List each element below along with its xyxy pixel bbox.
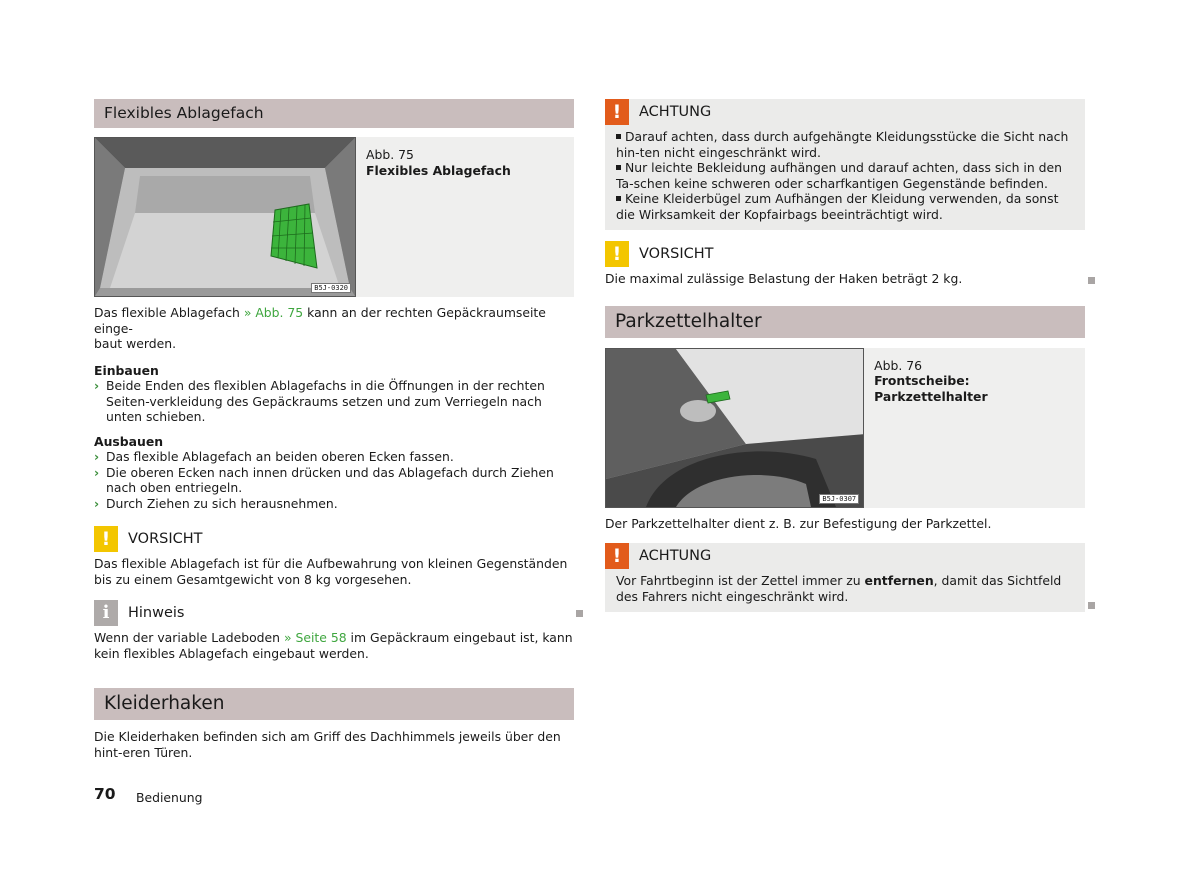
achtung-2-text: Vor Fahrtbeginn ist der Zettel immer zu entfernen, damit das Sichtfeld des Fahrers nicht eingeschränkt wird. [616, 573, 1062, 604]
figure-76-image [605, 348, 864, 508]
footer-section: Bedienung [136, 790, 203, 805]
figure-75-number: Abb. 75 [366, 147, 414, 162]
figure-75-link[interactable]: » Abb. 75 [243, 305, 304, 320]
square-bullet-icon [616, 165, 621, 170]
achtung-2-heading [605, 543, 1085, 569]
list-item: › Die oberen Ecken nach innen drücken und das Ablagefach durch Ziehen nach oben entriegeln. [94, 464, 554, 495]
section-heading-kleiderhaken: Kleiderhaken [94, 688, 574, 720]
chevron-right-icon: › [94, 378, 100, 393]
caution-icon: ! [605, 241, 629, 267]
vorsicht-text: Das flexible Ablagefach ist für die Aufbewahrung von kleinen Gegenständen bis zu einem Gesamtgewicht von 8 kg vorgesehen. [94, 556, 568, 587]
vorsicht-heading [94, 526, 574, 552]
end-marker [1088, 277, 1095, 284]
caution-icon: ! [94, 526, 118, 552]
figure-75-image [94, 137, 356, 297]
info-icon: i [94, 600, 118, 626]
figure-76 [605, 348, 1085, 508]
vorsicht-2-text: Die maximal zulässige Belastung der Haken beträgt 2 kg. [605, 271, 963, 286]
figure-76-number: Abb. 76 [874, 357, 922, 373]
ausbauen-heading: Ausbauen [94, 433, 164, 449]
kleiderhaken-text: Die Kleiderhaken befinden sich am Griff des Dachhimmels jeweils über den hint-eren Türen. [94, 729, 561, 760]
warning-icon: ! [605, 543, 629, 569]
left-column [94, 99, 574, 760]
list-item: › Beide Enden des flexiblen Ablagefachs in die Öffnungen in der rechten Seiten-verkleidung des Gepäckraums setzen und zum Verriegeln nach unten schieben. [94, 378, 545, 424]
vorsicht-label: VORSICHT [128, 531, 203, 547]
square-bullet-icon [616, 196, 621, 201]
hinweis-heading [94, 600, 574, 626]
figure-75-title: Flexibles Ablagefach [366, 162, 511, 178]
list-item: Darauf achten, dass durch aufgehängte Kleidungsstücke die Sicht nach hin-ten nicht eingeschränkt wird. [616, 129, 1069, 160]
end-marker [1088, 602, 1095, 609]
page-number: 70 [94, 785, 116, 803]
figure-75-code: B5J-0320 [311, 283, 351, 293]
hinweis-text: Wenn der variable Ladeboden » Seite 58 im Gepäckraum eingebaut ist, kann kein flexibles Ablagefach eingebaut werden. [94, 630, 573, 661]
list-item: Keine Kleiderbügel zum Aufhängen der Kleidung verwenden, da sonst die Wirksamkeit der Kopfairbags beeinträchtigt wird. [616, 191, 1059, 222]
einbauen-heading: Einbauen [94, 362, 159, 378]
warning-icon: ! [605, 99, 629, 125]
section-heading-parkzettelhalter: Parkzettelhalter [605, 306, 1085, 338]
vorsicht-2-label: VORSICHT [639, 246, 714, 262]
achtung-box-2 [605, 543, 1085, 612]
chevron-right-icon: › [94, 464, 100, 480]
figure-76-title: Frontscheibe: Parkzettelhalter [874, 373, 988, 404]
chevron-right-icon: › [94, 449, 100, 464]
square-bullet-icon [616, 134, 621, 139]
page-58-link[interactable]: » Seite 58 [283, 630, 347, 645]
list-item: › Das flexible Ablagefach an beiden oberen Ecken fassen. [94, 449, 454, 464]
achtung-2-label: ACHTUNG [639, 548, 712, 564]
right-column [605, 99, 1085, 612]
list-item: Nur leichte Bekleidung aufhängen und darauf achten, dass sich in den Ta-schen keine schweren oder scharfkantigen Gegenstände befinden. [616, 160, 1062, 191]
achtung-label: ACHTUNG [639, 104, 712, 120]
achtung-heading [605, 99, 1085, 125]
intro-paragraph: Das flexible Ablagefach » Abb. 75 kann an der rechten Gepäckraumseite einge- baut werden. [94, 305, 546, 351]
figure-75 [94, 137, 574, 297]
section-heading-flexibles-ablagefach: Flexibles Ablagefach [94, 99, 574, 128]
end-marker [576, 610, 583, 617]
hinweis-label: Hinweis [128, 605, 185, 621]
list-item: › Durch Ziehen zu sich herausnehmen. [94, 495, 338, 511]
figure-76-code: B5J-0307 [819, 494, 859, 504]
chevron-right-icon: › [94, 495, 100, 511]
parkzettel-text: Der Parkzettelhalter dient z. B. zur Befestigung der Parkzettel. [605, 515, 992, 531]
achtung-1-items [605, 129, 1085, 222]
achtung-box-1 [605, 99, 1085, 230]
vorsicht-2-heading [605, 241, 1085, 267]
figure-75-caption [356, 137, 511, 297]
figure-76-caption [864, 348, 1085, 508]
